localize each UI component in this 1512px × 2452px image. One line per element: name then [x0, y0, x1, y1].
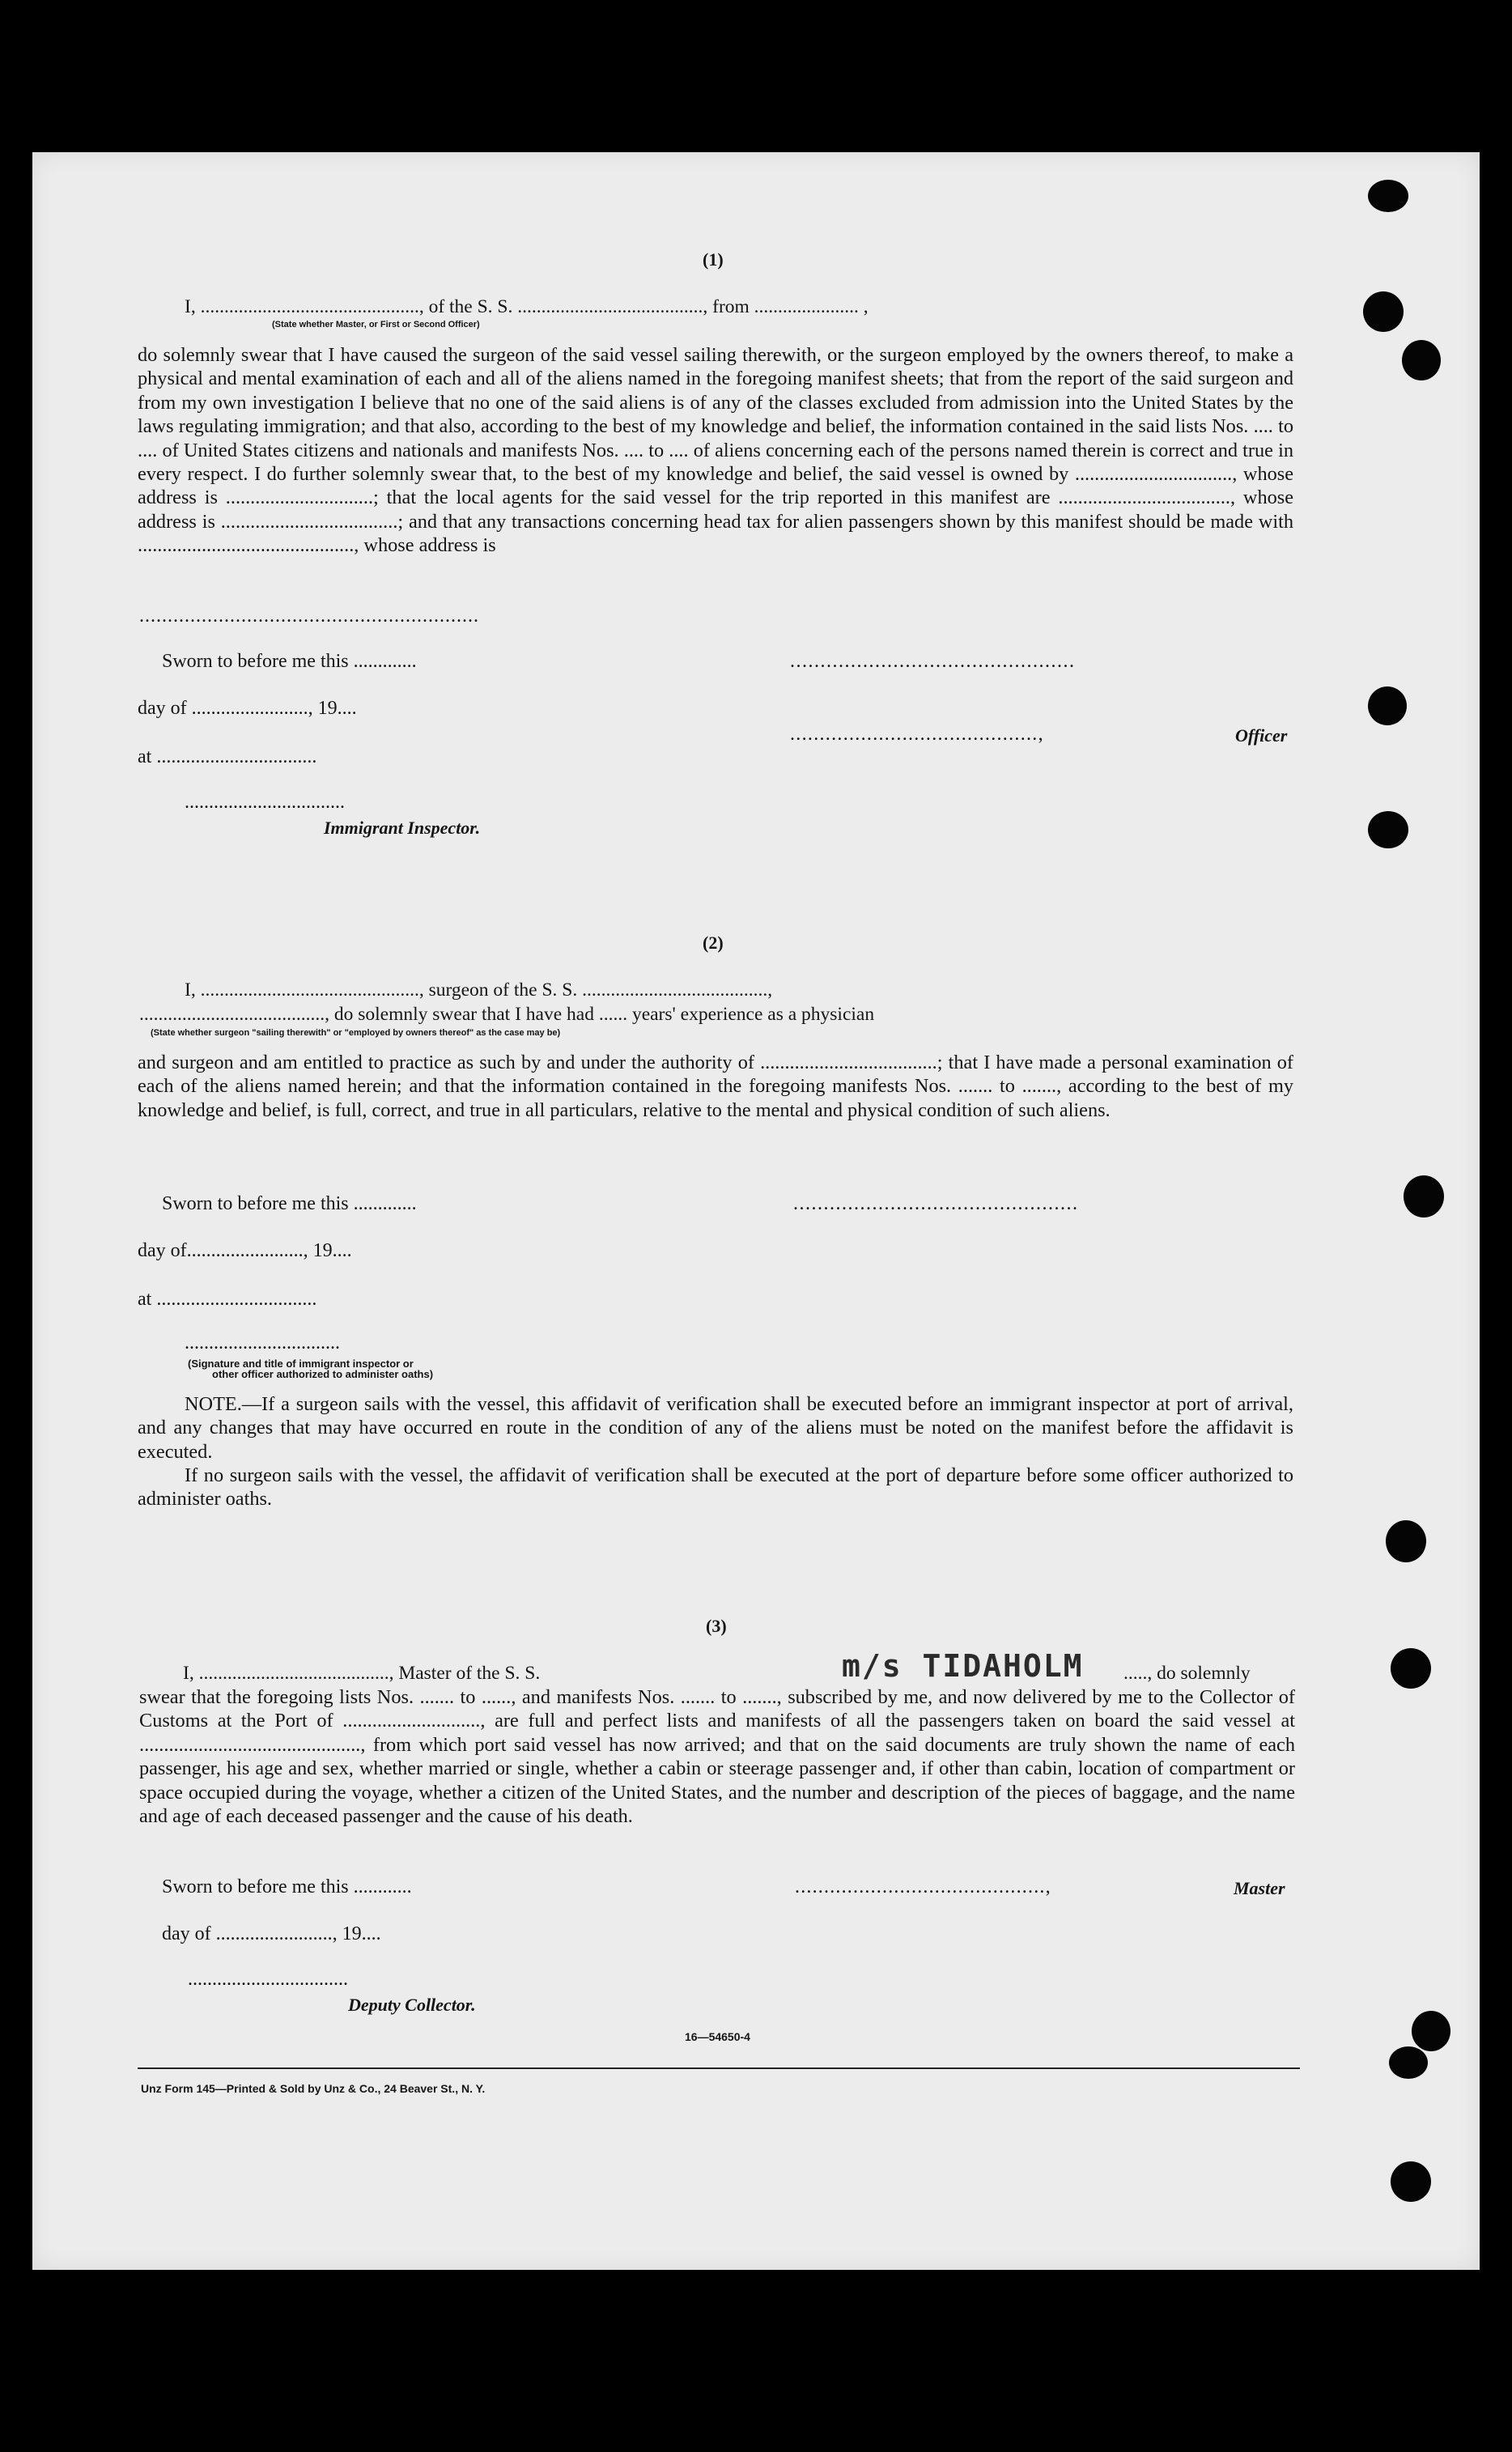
section-1-sworn: Sworn to before me this ............. — [162, 651, 417, 672]
section-3-number: (3) — [706, 1616, 727, 1636]
punch-hole — [1386, 1520, 1426, 1562]
section-1-line-1: I, .............................................., of the S. S. ......................................., from ...................... , — [185, 296, 869, 317]
section-3-line-1-a: I, ........................................, Master of the S. S. — [183, 1663, 541, 1684]
section-1-paragraph: do solemnly swear that I have caused the surgeon of the said vessel sailing therewith, or the surgeon employed by the owners thereof, to make a physical and mental examination of each and all of the aliens named in the foregoing manifest sheets; that from the report of the said surgeon and from my own investigation I believe that no one of the said aliens is of any of the classes excluded from admission into the United States by the laws regulating immigration; and that also, according to the best of my knowledge and belief, the information contained in the said lists Nos. .... to .... of United States citizens and nationals and manifests Nos. .... to .... of aliens concerning each of the persons named therein is correct and true in every respect. I do further solemnly swear that, to the best of my knowledge and belief, the said vessel is owned by ................................, whose address is ..............................; that the local agents for the said vessel for the trip reported in this manifest are ..................................., whose address is ....................................; and that any transactions concerning head tax for alien passengers shown by this manifest should be made with ............................................, whose address is — [138, 344, 1293, 557]
section-3-deputy-collector: Deputy Collector. — [348, 1995, 476, 2015]
section-2-signature-dots: ................................ — [185, 1332, 340, 1353]
punch-hole — [1412, 2011, 1450, 2051]
section-3-master-label: Master — [1234, 1878, 1285, 1898]
section-1-paragraph-tail: ............................................................ — [139, 606, 479, 627]
section-3-day-of: day of ........................, 19.... — [162, 1923, 381, 1944]
punch-hole — [1363, 291, 1404, 332]
section-3-paragraph: swear that the foregoing lists Nos. ....... to ......, and manifests Nos. ....... to ......., subscribed by me, and now delivered by me to the Collector of Customs at the Port of ............................, are full and perfect lists and manifests of all the passengers taken on board the said vessel at ............................................., from which port said vessel has now arrived; and that on the said documents are truly shown the name of each passenger, his age and sex, whether married or single, whether a cabin or steerage passenger and, if other than cabin, location of compartment or space occupied during the voyage, whether a citizen of the United States, and the number and description of the pieces of baggage, and the name and age of each deceased passenger and the cause of his death. — [139, 1686, 1295, 1828]
section-3-signature-dots: ................................. — [188, 1969, 348, 1990]
section-2-line-1: I, .............................................., surgeon of the S. S. ......................................., — [185, 980, 773, 1001]
punch-hole — [1368, 686, 1407, 725]
section-1-signature-dots: ................................. — [185, 792, 345, 813]
punch-hole — [1389, 2046, 1428, 2079]
section-2-number: (2) — [703, 933, 724, 953]
punch-hole — [1368, 811, 1408, 848]
vessel-name-stamp: m/s TIDAHOLM — [842, 1648, 1084, 1684]
section-1-officer-label: Officer — [1235, 725, 1288, 746]
section-1-day-of: day of ........................, 19.... — [138, 698, 357, 719]
section-1-officer-dots: .........................................., — [790, 724, 1044, 745]
section-2-note-2: If no surgeon sails with the vessel, the affidavit of verification shall be executed at the port of departure before some officer authorized to administer oaths. — [138, 1464, 1293, 1511]
section-2-paragraph: and surgeon and am entitled to practice as such by and under the authority of ....................................; that I have made a personal examination of each of the aliens named herein; and that the information contained in the foregoing manifests Nos. ....... to ......., according to the best of my knowledge and belief, is full, correct, and true in all particulars, relative to the mental and physical condition of such aliens. — [138, 1052, 1293, 1121]
form-code: 16—54650-4 — [685, 2030, 750, 2043]
section-2-day-of: day of........................, 19.... — [138, 1240, 352, 1261]
section-1-at: at ................................. — [138, 746, 317, 767]
section-2-sworn: Sworn to before me this ............. — [162, 1193, 417, 1214]
section-2-signature-note-1: (Signature and title of immigrant inspector or — [188, 1358, 414, 1370]
section-3-line-1-b: ....., do solemnly — [1123, 1663, 1251, 1684]
section-2-right-dots: ............................................... — [793, 1193, 1079, 1214]
footer-rule — [138, 2067, 1300, 2069]
punch-hole — [1368, 180, 1408, 212]
section-2-signature-note-2: other officer authorized to administer oaths) — [212, 1368, 434, 1380]
section-2-at: at ................................. — [138, 1289, 317, 1310]
punch-hole — [1404, 1175, 1444, 1218]
section-2-state-note: (State whether surgeon "sailing therewith" or "employed by owners thereof" as the case may be) — [151, 1028, 561, 1038]
section-2-line-2: ......................................., do solemnly swear that I have had ...... years' experience as a physician — [139, 1004, 875, 1025]
punch-hole — [1402, 340, 1441, 380]
punch-hole — [1391, 1648, 1431, 1689]
section-1-number: (1) — [703, 249, 724, 270]
section-3-master-dots: ..........................................., — [795, 1876, 1051, 1897]
printer-footer: Unz Form 145—Printed & Sold by Unz & Co., 24 Beaver St., N. Y. — [141, 2082, 486, 2095]
punch-hole — [1391, 2161, 1431, 2202]
section-1-immigrant-inspector: Immigrant Inspector. — [324, 818, 481, 838]
section-2-note-1: NOTE.—If a surgeon sails with the vessel, this affidavit of verification shall be executed before an immigrant inspector at port of arrival, and any changes that may have occurred en route in the condition of any of the aliens must be noted on the manifest before the affidavit is executed. — [138, 1393, 1293, 1463]
section-1-state-note: (State whether Master, or First or Second Officer) — [272, 320, 480, 329]
section-3-sworn: Sworn to before me this ............ — [162, 1876, 412, 1897]
section-1-right-dots: ............................................... — [790, 651, 1076, 672]
